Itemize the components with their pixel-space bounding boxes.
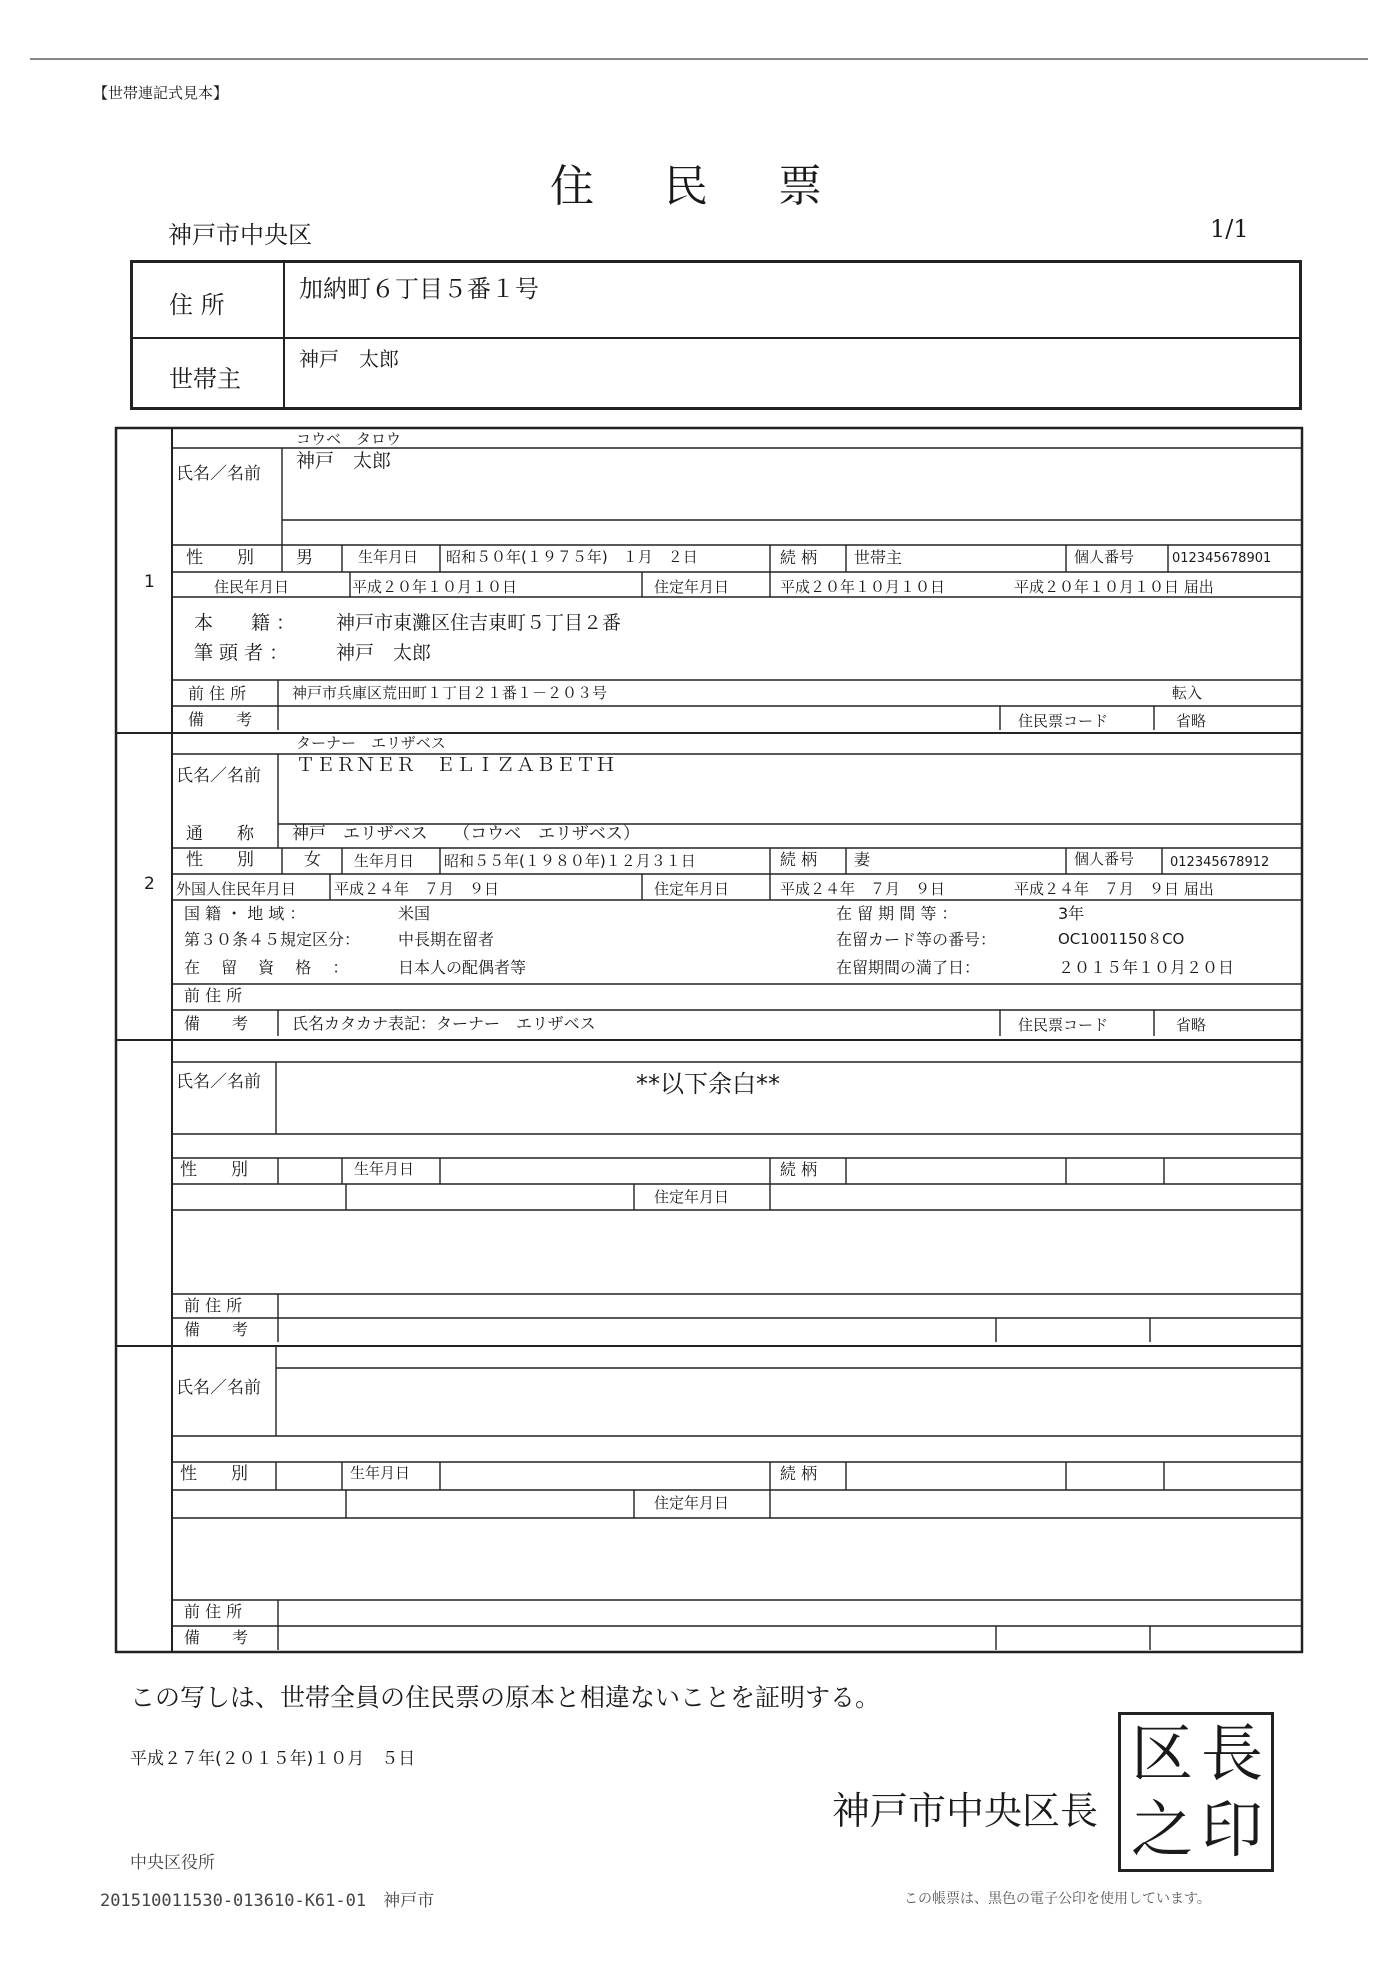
relation-value: 妻: [854, 850, 871, 869]
honseki-value: 神戸市東灘区住吉東町５丁目２番: [336, 612, 622, 634]
document-code: 201510011530-013610-K61-01 神戸市: [100, 1891, 435, 1911]
name-label: 氏名／名前: [176, 1072, 261, 1092]
seal-char: 長: [1201, 1717, 1264, 1790]
birth-label: 生年月日: [354, 1160, 415, 1178]
name-label: 氏名／名前: [176, 464, 261, 484]
mayor-title: 神戸市中央区長: [832, 1789, 1099, 1833]
card-number-label: 在留カード等の番号：: [836, 930, 997, 949]
alias-value: 神戸 エリザベス （コウベ エリザベス）: [292, 824, 640, 844]
household-head-value: 神戸 太郎: [299, 347, 399, 371]
resident-date-value: 平成２４年 ７月 ９日: [334, 880, 500, 898]
prev-address-label: 前 住 所: [184, 1602, 243, 1621]
sex-value: 女: [304, 850, 321, 870]
nationality-value: 米国: [398, 904, 431, 923]
fixed-date-label: 住定年月日: [654, 578, 730, 596]
remarks-label: 備 考: [184, 1320, 249, 1339]
nationality-label: 国 籍 ・ 地 域 ：: [184, 904, 306, 923]
fixed-date-value: 平成２４年 ７月 ９日: [780, 880, 946, 898]
ward-office: 中央区役所: [130, 1853, 215, 1873]
sex-label: 性 別: [186, 850, 254, 870]
remarks-label: 備 考: [184, 1628, 249, 1647]
alias-label: 通 称: [186, 824, 254, 844]
blank-remainder-mark: **以下余白**: [636, 1070, 780, 1098]
person-index: 1: [144, 572, 155, 592]
remarks-value: 氏名カタカナ表記：ターナー エリザベス: [292, 1014, 596, 1033]
person-name: 神戸 太郎: [296, 450, 392, 472]
fixed-date-label: 住定年月日: [654, 1494, 730, 1512]
personal-number-label: 個人番号: [1074, 850, 1135, 868]
person-name: ＴＥＲＮＥＲ ＥＬＩＺＡＢＥＴＨ: [296, 754, 617, 776]
expiry-value: ２０１５年１０月２０日: [1058, 958, 1235, 977]
fixed-date-label: 住定年月日: [654, 880, 730, 898]
electronic-seal-note: この帳票は、黒色の電子公印を使用しています。: [904, 1891, 1211, 1907]
card-number-value: OC1001150８CO: [1058, 930, 1185, 948]
relation-label: 続 柄: [780, 850, 818, 869]
address-value: 加納町６丁目５番１号: [299, 275, 539, 303]
sex-label: 性 別: [186, 548, 254, 568]
sample-label: 【世帯連記式見本】: [93, 84, 229, 102]
prev-address-label: 前 住 所: [184, 986, 243, 1005]
prev-address-label: 前 住 所: [184, 1296, 243, 1315]
expiry-label: 在留期間の満了日：: [836, 958, 981, 977]
sex-label: 性 別: [180, 1160, 248, 1180]
prev-address-label: 前 住 所: [188, 684, 247, 703]
category-label: 第３０条４５規定区分：: [184, 930, 361, 949]
certification-date: 平成２７年(２０１５年)１０月 ５日: [130, 1749, 416, 1769]
page-number: 1/1: [1210, 215, 1249, 243]
seal-char: 印: [1201, 1793, 1264, 1866]
hittosha-value: 神戸 太郎: [336, 642, 432, 664]
period-value: 3年: [1058, 904, 1085, 923]
birth-label: 生年月日: [354, 852, 415, 870]
resident-date-value: 平成２０年１０月１０日: [352, 578, 518, 596]
document-title: 住 民 票: [550, 161, 850, 212]
fixed-date-label: 住定年月日: [654, 1188, 730, 1206]
relation-value: 世帯主: [854, 548, 903, 567]
resident-code-label: 住民票コード: [1018, 1016, 1109, 1034]
birth-label: 生年月日: [350, 1464, 411, 1482]
issuing-office: 神戸市中央区: [168, 221, 312, 249]
resident-code-value: 省略: [1176, 1016, 1207, 1034]
remarks-label: 備 考: [188, 710, 253, 729]
sex-label: 性 別: [180, 1464, 248, 1484]
address-label: 住 所: [169, 291, 225, 319]
birth-label: 生年月日: [358, 548, 419, 566]
name-kana: ターナー エリザベス: [296, 734, 446, 752]
fixed-date-value: 平成２０年１０月１０日: [780, 578, 946, 596]
birth-value: 昭和５０年(１９７５年) １月 ２日: [446, 548, 698, 566]
status-value: 日本人の配偶者等: [398, 958, 527, 977]
resident-date-label: 住民年月日: [214, 578, 290, 596]
personal-number-value: 012345678912: [1170, 855, 1270, 870]
relation-label: 続 柄: [780, 1464, 818, 1483]
name-label: 氏名／名前: [176, 766, 261, 786]
hittosha-label: 筆 頭 者 ：: [194, 642, 289, 664]
personal-number-label: 個人番号: [1074, 548, 1135, 566]
remarks-label: 備 考: [184, 1014, 249, 1033]
move-type: 転入: [1172, 684, 1203, 702]
honseki-label: 本 籍 ：: [194, 612, 296, 634]
resident-code-label: 住民票コード: [1018, 712, 1109, 730]
relation-label: 続 柄: [780, 548, 818, 567]
seal-char: 之: [1131, 1793, 1194, 1866]
person-index: 2: [144, 874, 155, 894]
birth-value: 昭和５５年(１９８０年)１２月３１日: [444, 852, 696, 870]
foreign-resident-date-label: 外国人住民年月日: [176, 880, 297, 898]
name-label: 氏名／名前: [176, 1378, 261, 1398]
status-label: 在 留 資 格 ：: [184, 958, 349, 977]
notification-value: 平成２４年 ７月 ９日 届出: [1014, 880, 1214, 898]
household-head-label: 世帯主: [169, 365, 241, 393]
name-kana: コウベ タロウ: [296, 430, 402, 448]
notification-value: 平成２０年１０月１０日 届出: [1014, 578, 1214, 596]
period-label: 在 留 期 間 等 ：: [836, 904, 958, 923]
prev-address-value: 神戸市兵庫区荒田町１丁目２１番１－２０３号: [292, 684, 608, 702]
official-seal: [1118, 1712, 1274, 1872]
personal-number-value: 012345678901: [1172, 551, 1272, 566]
certification-statement: この写しは、世帯全員の住民票の原本と相違ないことを証明する。: [130, 1683, 881, 1712]
seal-char: 区: [1131, 1717, 1194, 1790]
category-value: 中長期在留者: [398, 930, 495, 949]
relation-label: 続 柄: [780, 1160, 818, 1179]
resident-code-value: 省略: [1176, 712, 1207, 730]
sex-value: 男: [296, 548, 313, 568]
